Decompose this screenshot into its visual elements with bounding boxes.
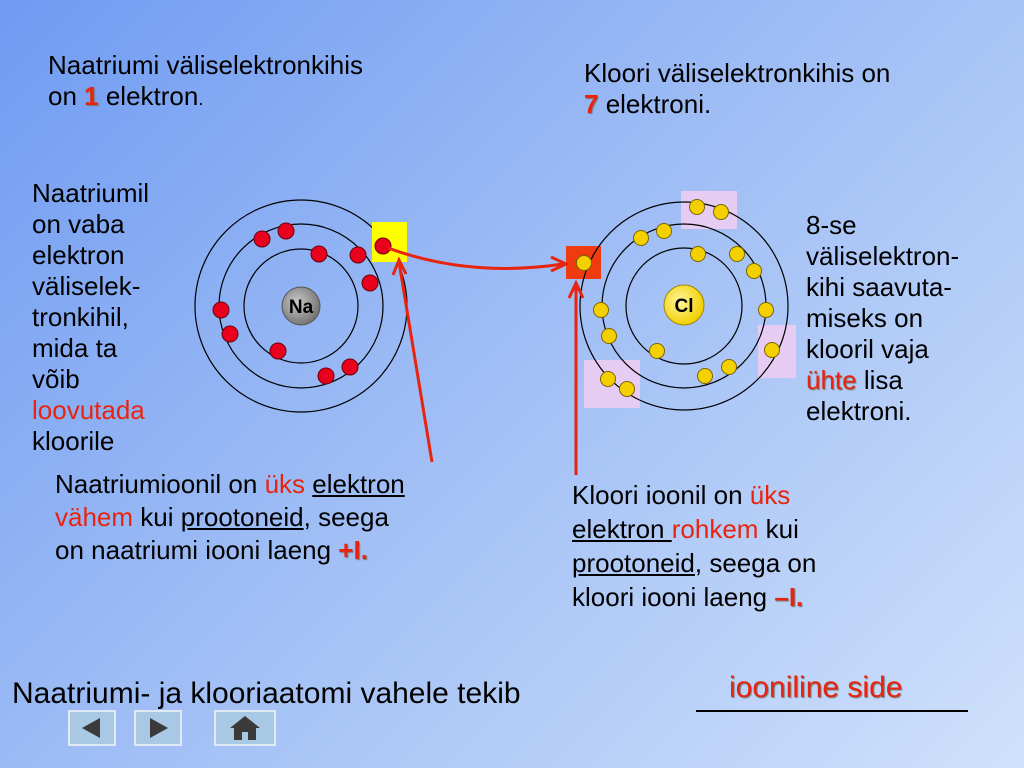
- note-line: elektroni.: [806, 396, 912, 426]
- ion-term: prootoneid: [572, 548, 695, 578]
- sodium-valence-caption: [48, 50, 478, 115]
- ion-text: Kloori ioonil on: [572, 480, 750, 510]
- caption-text: elektroni.: [598, 89, 712, 119]
- note-line: Naatriumil: [32, 178, 150, 208]
- ion-term: elektron: [572, 514, 672, 544]
- chlorine-valence-caption: [584, 58, 1014, 120]
- electron: [342, 359, 358, 375]
- chlorine-note: [806, 210, 1021, 427]
- electron: [594, 303, 609, 318]
- ion-text: Naatriumioonil on: [55, 469, 265, 499]
- electron: [759, 303, 774, 318]
- caption-text: Kloori väliselektronkihis on: [584, 58, 891, 88]
- electron-count: 7: [584, 89, 599, 119]
- home-button[interactable]: [214, 710, 276, 746]
- electron: [657, 224, 672, 239]
- electron: [278, 223, 294, 239]
- note-line: väliselek-: [32, 271, 141, 301]
- note-line: mida ta: [32, 333, 118, 363]
- electron: [620, 382, 635, 397]
- next-button[interactable]: [134, 710, 182, 746]
- ion-term: elektron: [312, 469, 405, 499]
- ion-charge: –I.: [774, 582, 804, 612]
- ion-highlight: üks: [264, 469, 306, 499]
- electron: [730, 247, 745, 262]
- electron: [375, 238, 391, 254]
- note-highlight: loovutada: [32, 395, 145, 425]
- ion-text: on naatriumi iooni laeng: [55, 535, 339, 565]
- transferred-electron: [577, 256, 592, 271]
- ion-highlight: üks: [749, 480, 791, 510]
- ion-text: kloori iooni laeng: [572, 582, 775, 612]
- electron: [222, 326, 238, 342]
- ion-text: kui: [133, 502, 181, 532]
- sodium-ion-text: [55, 468, 545, 567]
- next-icon: [136, 712, 180, 744]
- arrows: [388, 248, 583, 475]
- note-line: klooril vaja: [806, 334, 929, 364]
- sodium-symbol: Na: [288, 297, 314, 318]
- electron: [254, 231, 270, 247]
- caption-text: on: [48, 81, 85, 111]
- electron: [311, 246, 327, 262]
- note-line: võib: [32, 364, 80, 394]
- ion-text: , seega: [303, 502, 389, 532]
- ion-charge: +I.: [338, 535, 368, 565]
- conclusion-answer: iooniline side: [729, 671, 903, 704]
- note-highlight: ühte: [806, 365, 857, 395]
- electron: [698, 369, 713, 384]
- electron: [213, 302, 229, 318]
- note-line: väliselektron-: [806, 241, 960, 271]
- electron: [634, 231, 649, 246]
- caption-text: elektron: [98, 81, 199, 111]
- home-icon: [216, 712, 274, 744]
- sodium-pointer-arrow: [399, 262, 432, 462]
- transfer-arrow: [388, 248, 563, 268]
- previous-icon: [70, 712, 114, 744]
- sodium-atom: [195, 200, 407, 412]
- note-line: kihi saavuta-: [806, 272, 952, 302]
- ion-text: , seega on: [694, 548, 817, 578]
- note-line: on vaba: [32, 209, 125, 239]
- electron: [270, 343, 286, 359]
- note-line: elektron: [32, 240, 125, 270]
- ion-highlight: vähem: [55, 502, 134, 532]
- note-line: 8-se: [806, 210, 857, 240]
- ion-term: prootoneid: [180, 502, 304, 532]
- electron: [602, 329, 617, 344]
- caption-text: .: [198, 89, 204, 109]
- electron: [350, 247, 366, 263]
- chlorine-symbol: Cl: [674, 296, 694, 317]
- ion-highlight: rohkem: [671, 514, 759, 544]
- note-line: miseks on: [806, 303, 924, 333]
- electron: [601, 372, 616, 387]
- electron: [691, 247, 706, 262]
- electron: [690, 200, 705, 215]
- ion-text: kui: [758, 514, 799, 544]
- electron: [765, 343, 780, 358]
- electron: [318, 368, 334, 384]
- electron: [722, 360, 737, 375]
- note-line: lisa: [856, 365, 903, 395]
- sodium-note: [32, 178, 212, 457]
- electron: [747, 264, 762, 279]
- chlorine-atom: [566, 191, 796, 410]
- note-line: kloorile: [32, 426, 115, 456]
- caption-text: Naatriumi väliselektronkihis: [48, 50, 363, 80]
- electron: [362, 275, 378, 291]
- note-line: tronkihil,: [32, 302, 129, 332]
- conclusion-text: Naatriumi- ja klooriaatomi vahele tekib: [12, 677, 521, 710]
- electron: [714, 205, 729, 220]
- electron: [650, 344, 665, 359]
- electron-count: 1: [84, 81, 99, 111]
- conclusion: [12, 671, 1012, 712]
- chlorine-ion-text: [572, 478, 902, 614]
- previous-button[interactable]: [68, 710, 116, 746]
